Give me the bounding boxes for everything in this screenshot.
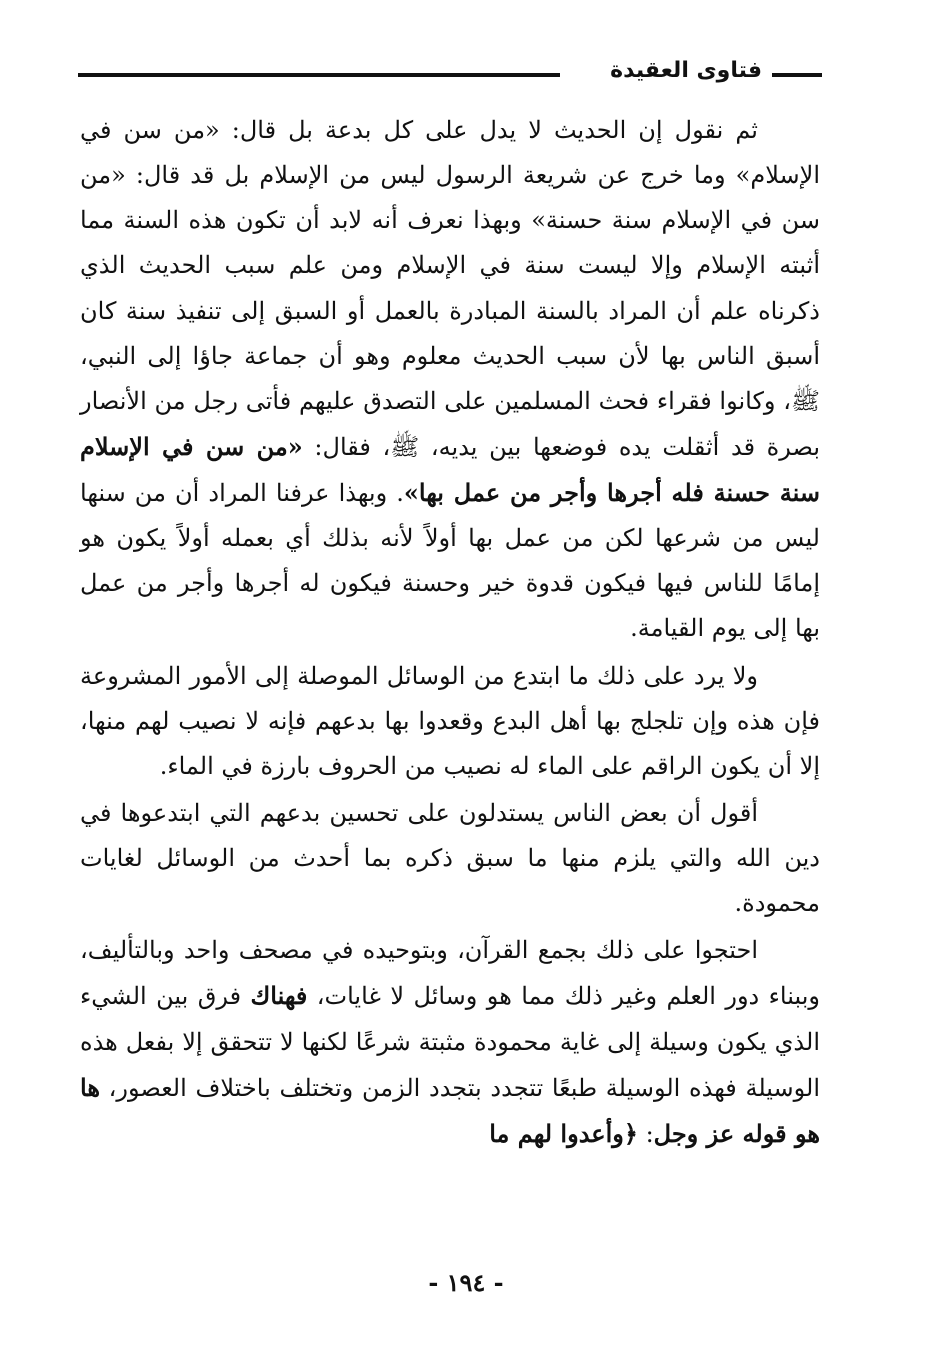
text-segment: . وبهذا عرفنا المراد أن من سنها ليس من شرعها لكن من عمل بها أولاً لأنه بذلك أي بعمله أولاً يكون هو إمامًا للناس فيها فيكون قدوة خير وحسنة فيكون له أجرها وأجر من عمل بها إلى يوم القيامة. bbox=[80, 479, 820, 643]
text-segment: احتجوا على ذلك بجمع القرآن، وبتوحيده في مصحف واحد وبالتأليف، وببناء دور العلم وغير ذلك مما هو وسائل لا غايات، bbox=[80, 936, 820, 1011]
bold-text-segment: فهناك bbox=[250, 981, 308, 1011]
header-title: فتاوى العقيدة bbox=[610, 58, 762, 83]
paragraph bbox=[80, 654, 820, 789]
body-text bbox=[80, 108, 820, 1157]
text-segment: ثم نقول إن الحديث لا يدل على كل بدعة بل قال: «من سن في الإسلام» وما خرج عن شريعة الرسول ليس من الإسلام بل قد قال: «من سن في الإسلام سنة حسنة» وبهذا نعرف أنه لابد أن تكون هذه السنة مما أثبته الإسلام وإلا ليست سنة في الإسلام ومن علم سبب الحديث الذي ذكرناه علم أن المراد بالسنة المبادرة بالعمل أو السبق إلى تنفيذ سنة كان أسبق الناس بها لأن سبب الحديث معلوم وهو أن جماعة جاؤا إلى النبي، ﷺ، وكانوا فقراء فحث المسلمين على التصدق عليهم فأتى رجل من الأنصار بصرة قد أثقلت يده فوضعها بين يديه، ﷺ، فقال: bbox=[80, 116, 820, 461]
header-rule-short bbox=[772, 73, 822, 77]
bold-text-segment: ﴿وأعدوا لهم ما bbox=[489, 1118, 638, 1148]
paragraph bbox=[80, 928, 820, 1157]
page-number: - ١٩٤ - bbox=[428, 1268, 504, 1297]
text-segment: ولا يرد على ذلك ما ابتدع من الوسائل الموصلة إلى الأمور المشروعة فإن هذه وإن تلجلج بها أهل البدع وقعدوا بها بدعهم فإنه لا نصيب لهم منها، إلا أن يكون الراقم على الماء له نصيب من الحروف بارزة في الماء. bbox=[80, 661, 820, 780]
bold-text-segment: ها هو قوله عز وجل bbox=[80, 1072, 820, 1148]
paragraph bbox=[80, 791, 820, 926]
running-header bbox=[78, 52, 822, 92]
paragraph bbox=[80, 108, 820, 652]
text-segment: أقول أن بعض الناس يستدلون على تحسين بدعهم التي ابتدعوها في دين الله والتي يلزم منها ما سبق ذكره بما أحدث من الوسائل لغايات محمودة. bbox=[80, 798, 820, 918]
text-segment: فرق بين الشيء الذي يكون وسيلة إلى غاية محمودة مثبتة شرعًا لكنها لا تتحقق إلا بفعل هذه الوسيلة فهذه الوسيلة طبعًا تتجدد بتجدد الزمن وتختلف باختلاف العصور، bbox=[80, 982, 820, 1102]
text-segment: : bbox=[637, 1119, 654, 1148]
header-rule-long bbox=[78, 73, 560, 77]
bold-text-segment: «من سن في الإسلام سنة حسنة فله أجرها وأجر من عمل بها» bbox=[80, 431, 821, 507]
